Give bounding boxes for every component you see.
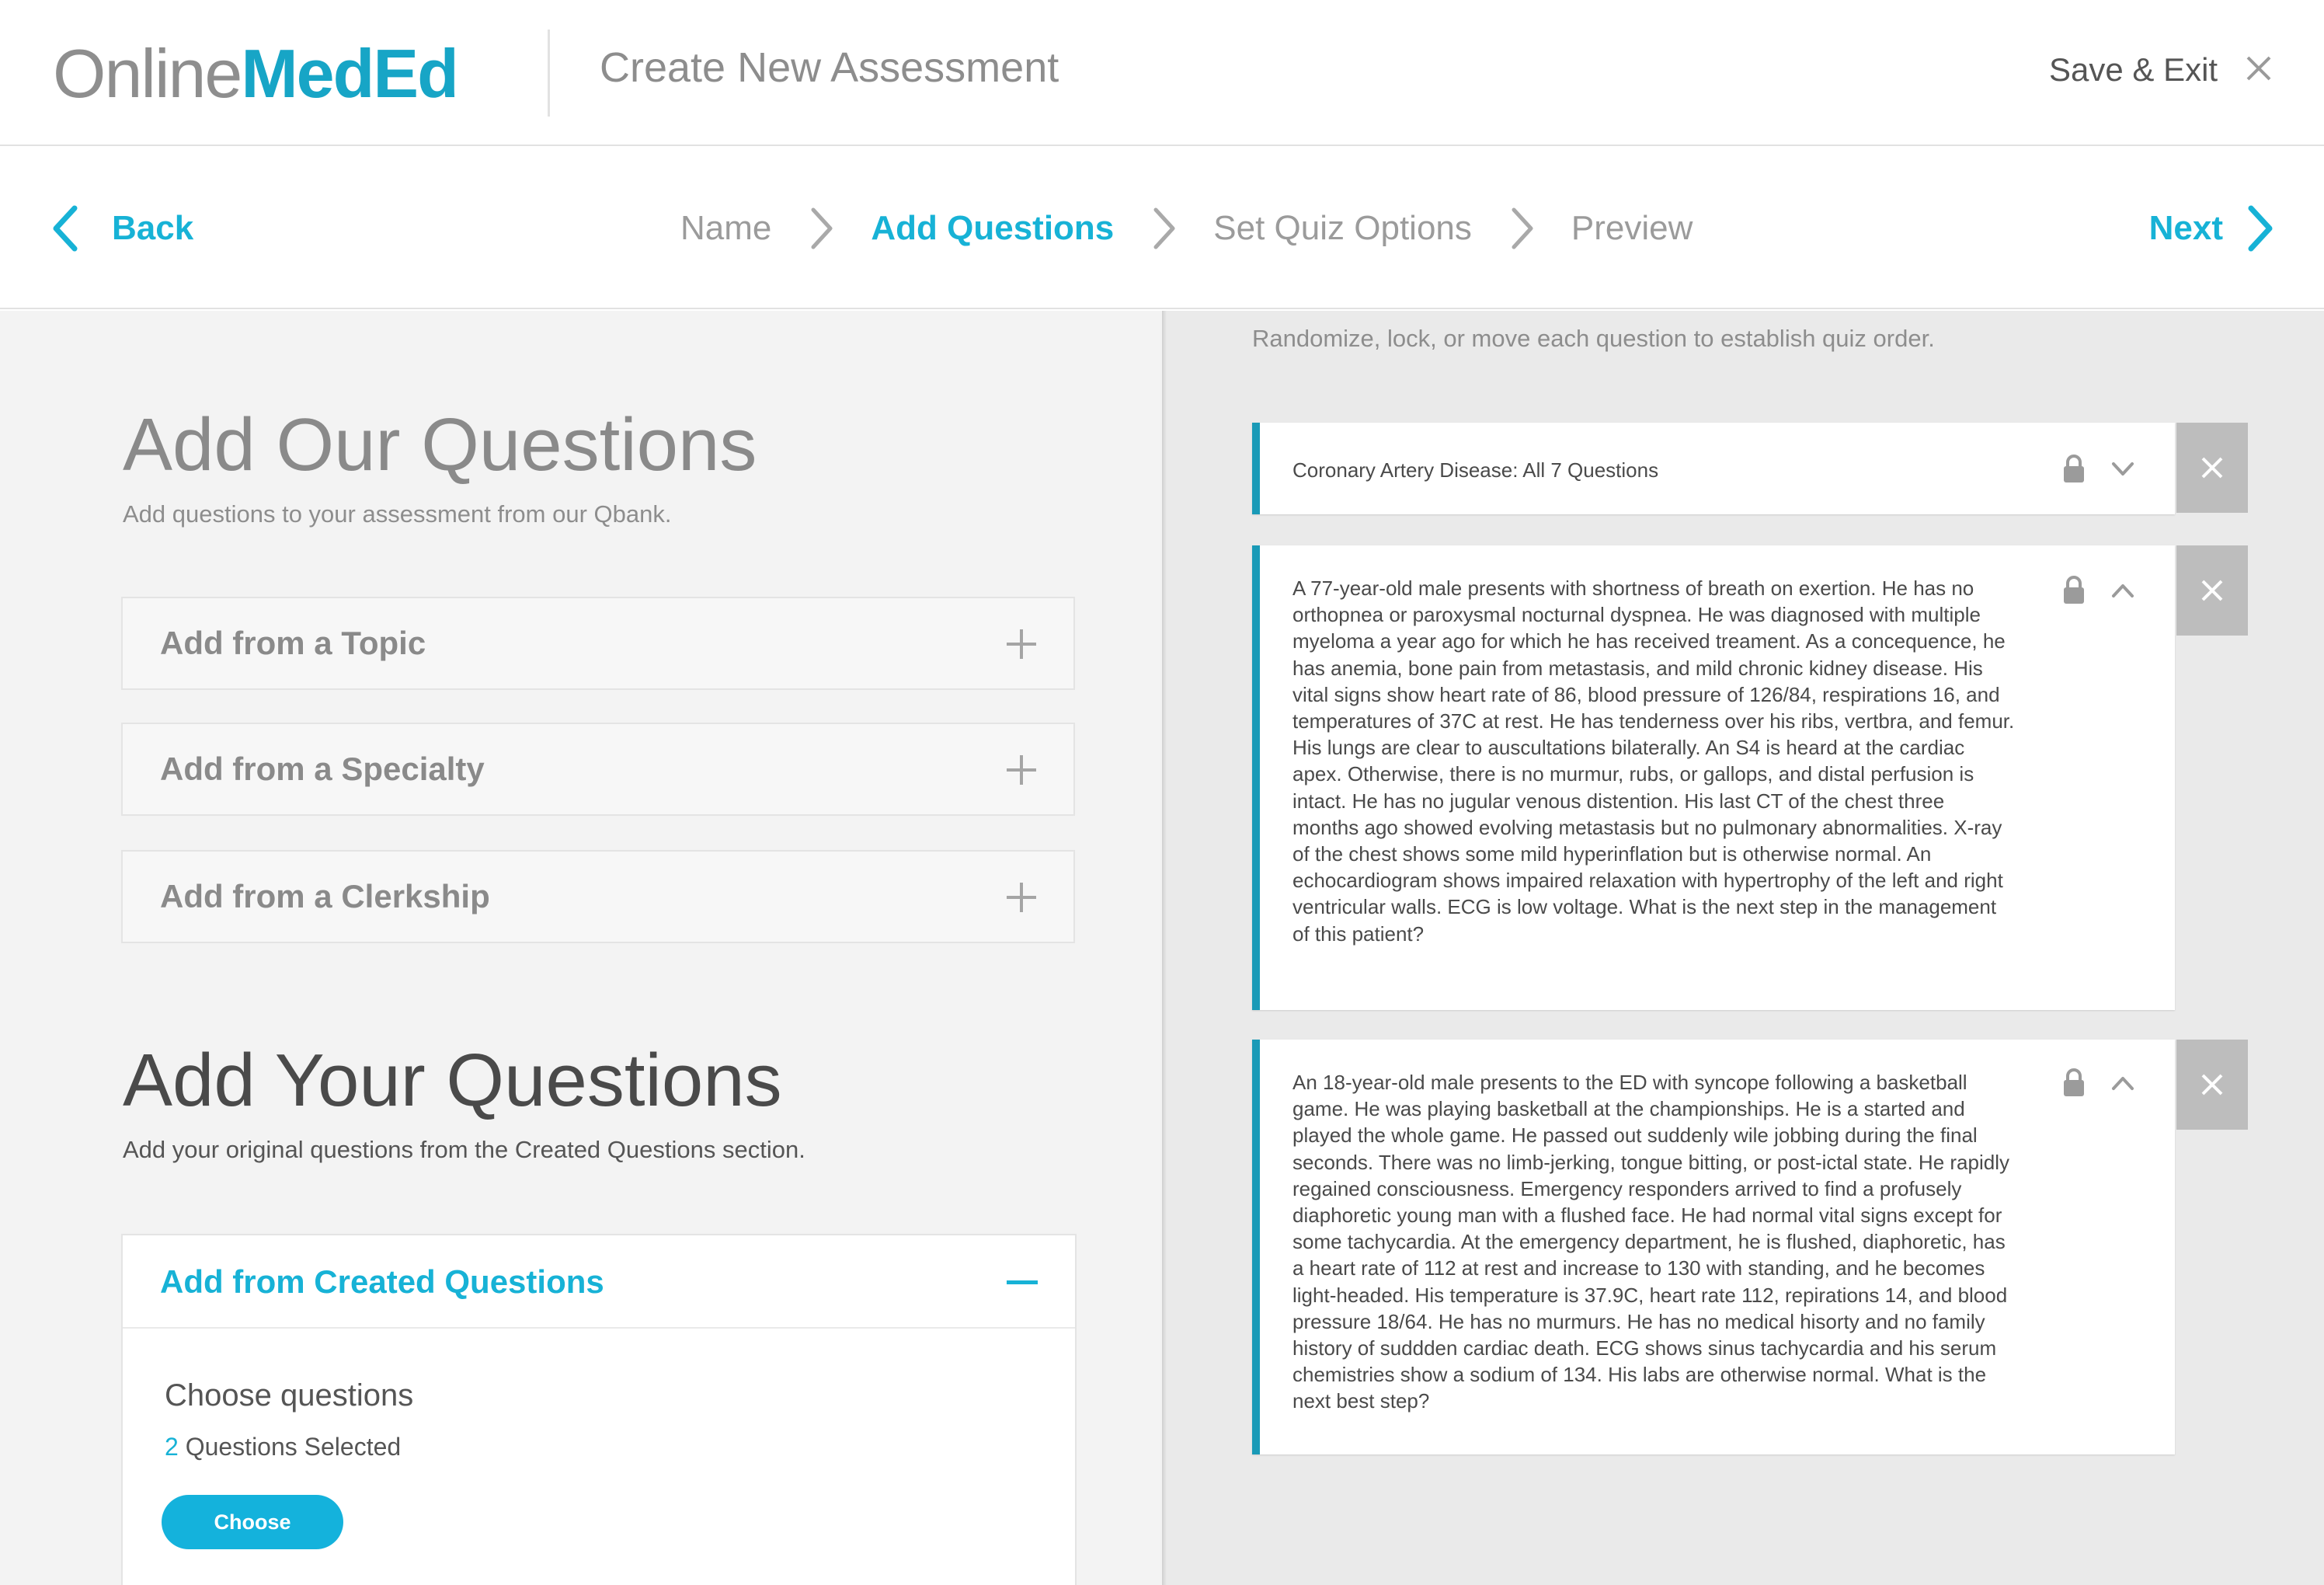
add-our-questions-title: Add Our Questions	[123, 403, 757, 486]
add-your-questions-subtitle: Add your original questions from the Created Questions section.	[123, 1136, 805, 1163]
accordion-label: Add from a Topic	[160, 625, 426, 661]
app-header	[0, 0, 2324, 146]
logo-meded-text: MedEd	[241, 35, 457, 112]
remove-question-button[interactable]	[2176, 1040, 2248, 1130]
question-text: Coronary Artery Disease: All 7 Questions	[1292, 458, 1659, 482]
add-our-questions-subtitle: Add questions to your assessment from our Qbank.	[123, 500, 672, 528]
remove-question-button[interactable]	[2176, 545, 2248, 636]
lock-icon[interactable]	[2063, 575, 2085, 604]
accordion-label: Add from a Specialty	[160, 751, 485, 787]
chevron-up-icon[interactable]	[2111, 583, 2134, 598]
question-card[interactable]	[1252, 545, 2175, 1010]
chevron-right-icon	[1148, 204, 1179, 253]
step-preview[interactable]: Preview	[1571, 209, 1693, 247]
chevron-right-icon	[1506, 204, 1537, 253]
question-text: An 18-year-old male presents to the ED with syncope following a basketball game. He was playing basketball at the championships. He is a started and played the whole game. He passed out suddenly wile jobbing during the final seconds. There was no limb-jerking, tongue bitting, or post-ictal state. He rapidly regained consciousness. Emergency responders arrived to find a profusely diaphoretic young man with a flushed face. He had normal vital signs except for some tachycardia. At the emergency department, he is flushed, diaphoretic, has a heart rate of 112 at rest and increase to 130 with standing, and he becomes light-headed. His temperature is 37.9C, heart rate 112, repirations 14, and blood pressure 18/64. He has no murmurs. He has no medical hisorty and no family history of suddden cardiac death. ECG shows sinus tachycardia and his serum chemistries show a sodium of 134. His labs are otherwise normal. What is the next best step?	[1292, 1071, 2009, 1413]
next-button[interactable]	[2149, 204, 2276, 253]
back-button[interactable]	[50, 204, 193, 253]
choose-button[interactable]: Choose	[162, 1495, 343, 1549]
choose-questions-heading: Choose questions	[165, 1378, 414, 1413]
panel-shadow	[1162, 311, 1167, 1585]
selected-label: Questions Selected	[178, 1433, 402, 1461]
plus-icon[interactable]	[1005, 628, 1038, 660]
plus-icon[interactable]	[1005, 754, 1038, 786]
chevron-left-icon	[50, 204, 81, 253]
question-card[interactable]	[1252, 1040, 2175, 1454]
step-name[interactable]: Name	[680, 209, 772, 247]
add-from-clerkship-accordion[interactable]	[121, 850, 1075, 943]
step-set-quiz-options[interactable]: Set Quiz Options	[1213, 209, 1472, 247]
logo-online-text: Online	[53, 35, 242, 112]
online-meded-logo[interactable]	[53, 31, 457, 117]
header-divider	[548, 30, 550, 117]
created-questions-label: Add from Created Questions	[160, 1263, 604, 1300]
step-add-questions[interactable]: Add Questions	[871, 209, 1115, 247]
minus-icon[interactable]	[1007, 1280, 1038, 1284]
remove-question-button[interactable]	[2176, 423, 2248, 513]
lock-icon[interactable]	[2063, 1068, 2085, 1097]
quiz-order-panel	[1162, 311, 2324, 1585]
step-navigation	[0, 148, 2324, 309]
lock-icon[interactable]	[2063, 454, 2085, 483]
created-questions-accordion	[121, 1234, 1077, 1585]
chevron-right-icon	[805, 204, 837, 253]
close-icon[interactable]	[2242, 51, 2276, 85]
question-text: A 77-year-old male presents with shortness of breath on exertion. He has no orthopnea or paroxysmal nocturnal dyspnea. He was diagnosed with multiple myeloma a year ago for which he has received treament. As a concequence, he has anemia, bone pain from metastasis, and mild chronic kidney disease. His vital signs show heart rate of 86, blood pressure of 126/84, respirations 16, and temperatures of 37C at rest. He has tenderness over his ribs, vertbra, and femur. His lungs are clear to auscultations bilaterally. An S4 is heard at the cardiac apex. Otherwise, there is no murmur, rubs, or gallops, and distal perfusion is intact. He has no jugular venous distention. His last CT of the chest three months ago showed evolving metastasis but no pulmonary abnormalities. X-ray of the chest shows some mild hyperinflation but is otherwise normal. An echocardiogram shows impaired relaxation with hypertrophy of the left and right ventricular walls. ECG is low voltage. What is the next step in the management of this patient?	[1292, 577, 2015, 946]
question-card[interactable]	[1252, 423, 2175, 514]
step-list	[680, 204, 1693, 253]
quiz-order-hint: Randomize, lock, or move each question to establish quiz order.	[1252, 325, 1935, 352]
close-icon	[2200, 456, 2224, 479]
add-from-topic-accordion[interactable]	[121, 597, 1075, 690]
back-label: Back	[112, 209, 194, 247]
selected-count: 2	[165, 1433, 179, 1461]
save-exit-button[interactable]: Save & Exit	[2049, 51, 2218, 88]
add-your-questions-title: Add Your Questions	[123, 1039, 782, 1122]
next-label: Next	[2148, 209, 2223, 247]
add-from-specialty-accordion[interactable]	[121, 723, 1075, 816]
close-icon	[2200, 579, 2224, 602]
plus-icon[interactable]	[1005, 881, 1038, 914]
chevron-up-icon[interactable]	[2111, 1075, 2134, 1091]
close-icon	[2200, 1073, 2224, 1096]
accordion-label: Add from a Clerkship	[160, 878, 490, 914]
chevron-right-icon	[2245, 204, 2276, 253]
page-title: Create New Assessment	[600, 44, 1059, 91]
chevron-down-icon[interactable]	[2111, 462, 2134, 477]
created-questions-header[interactable]	[123, 1235, 1075, 1329]
add-questions-panel	[0, 311, 1162, 1585]
questions-selected-count	[165, 1433, 401, 1461]
